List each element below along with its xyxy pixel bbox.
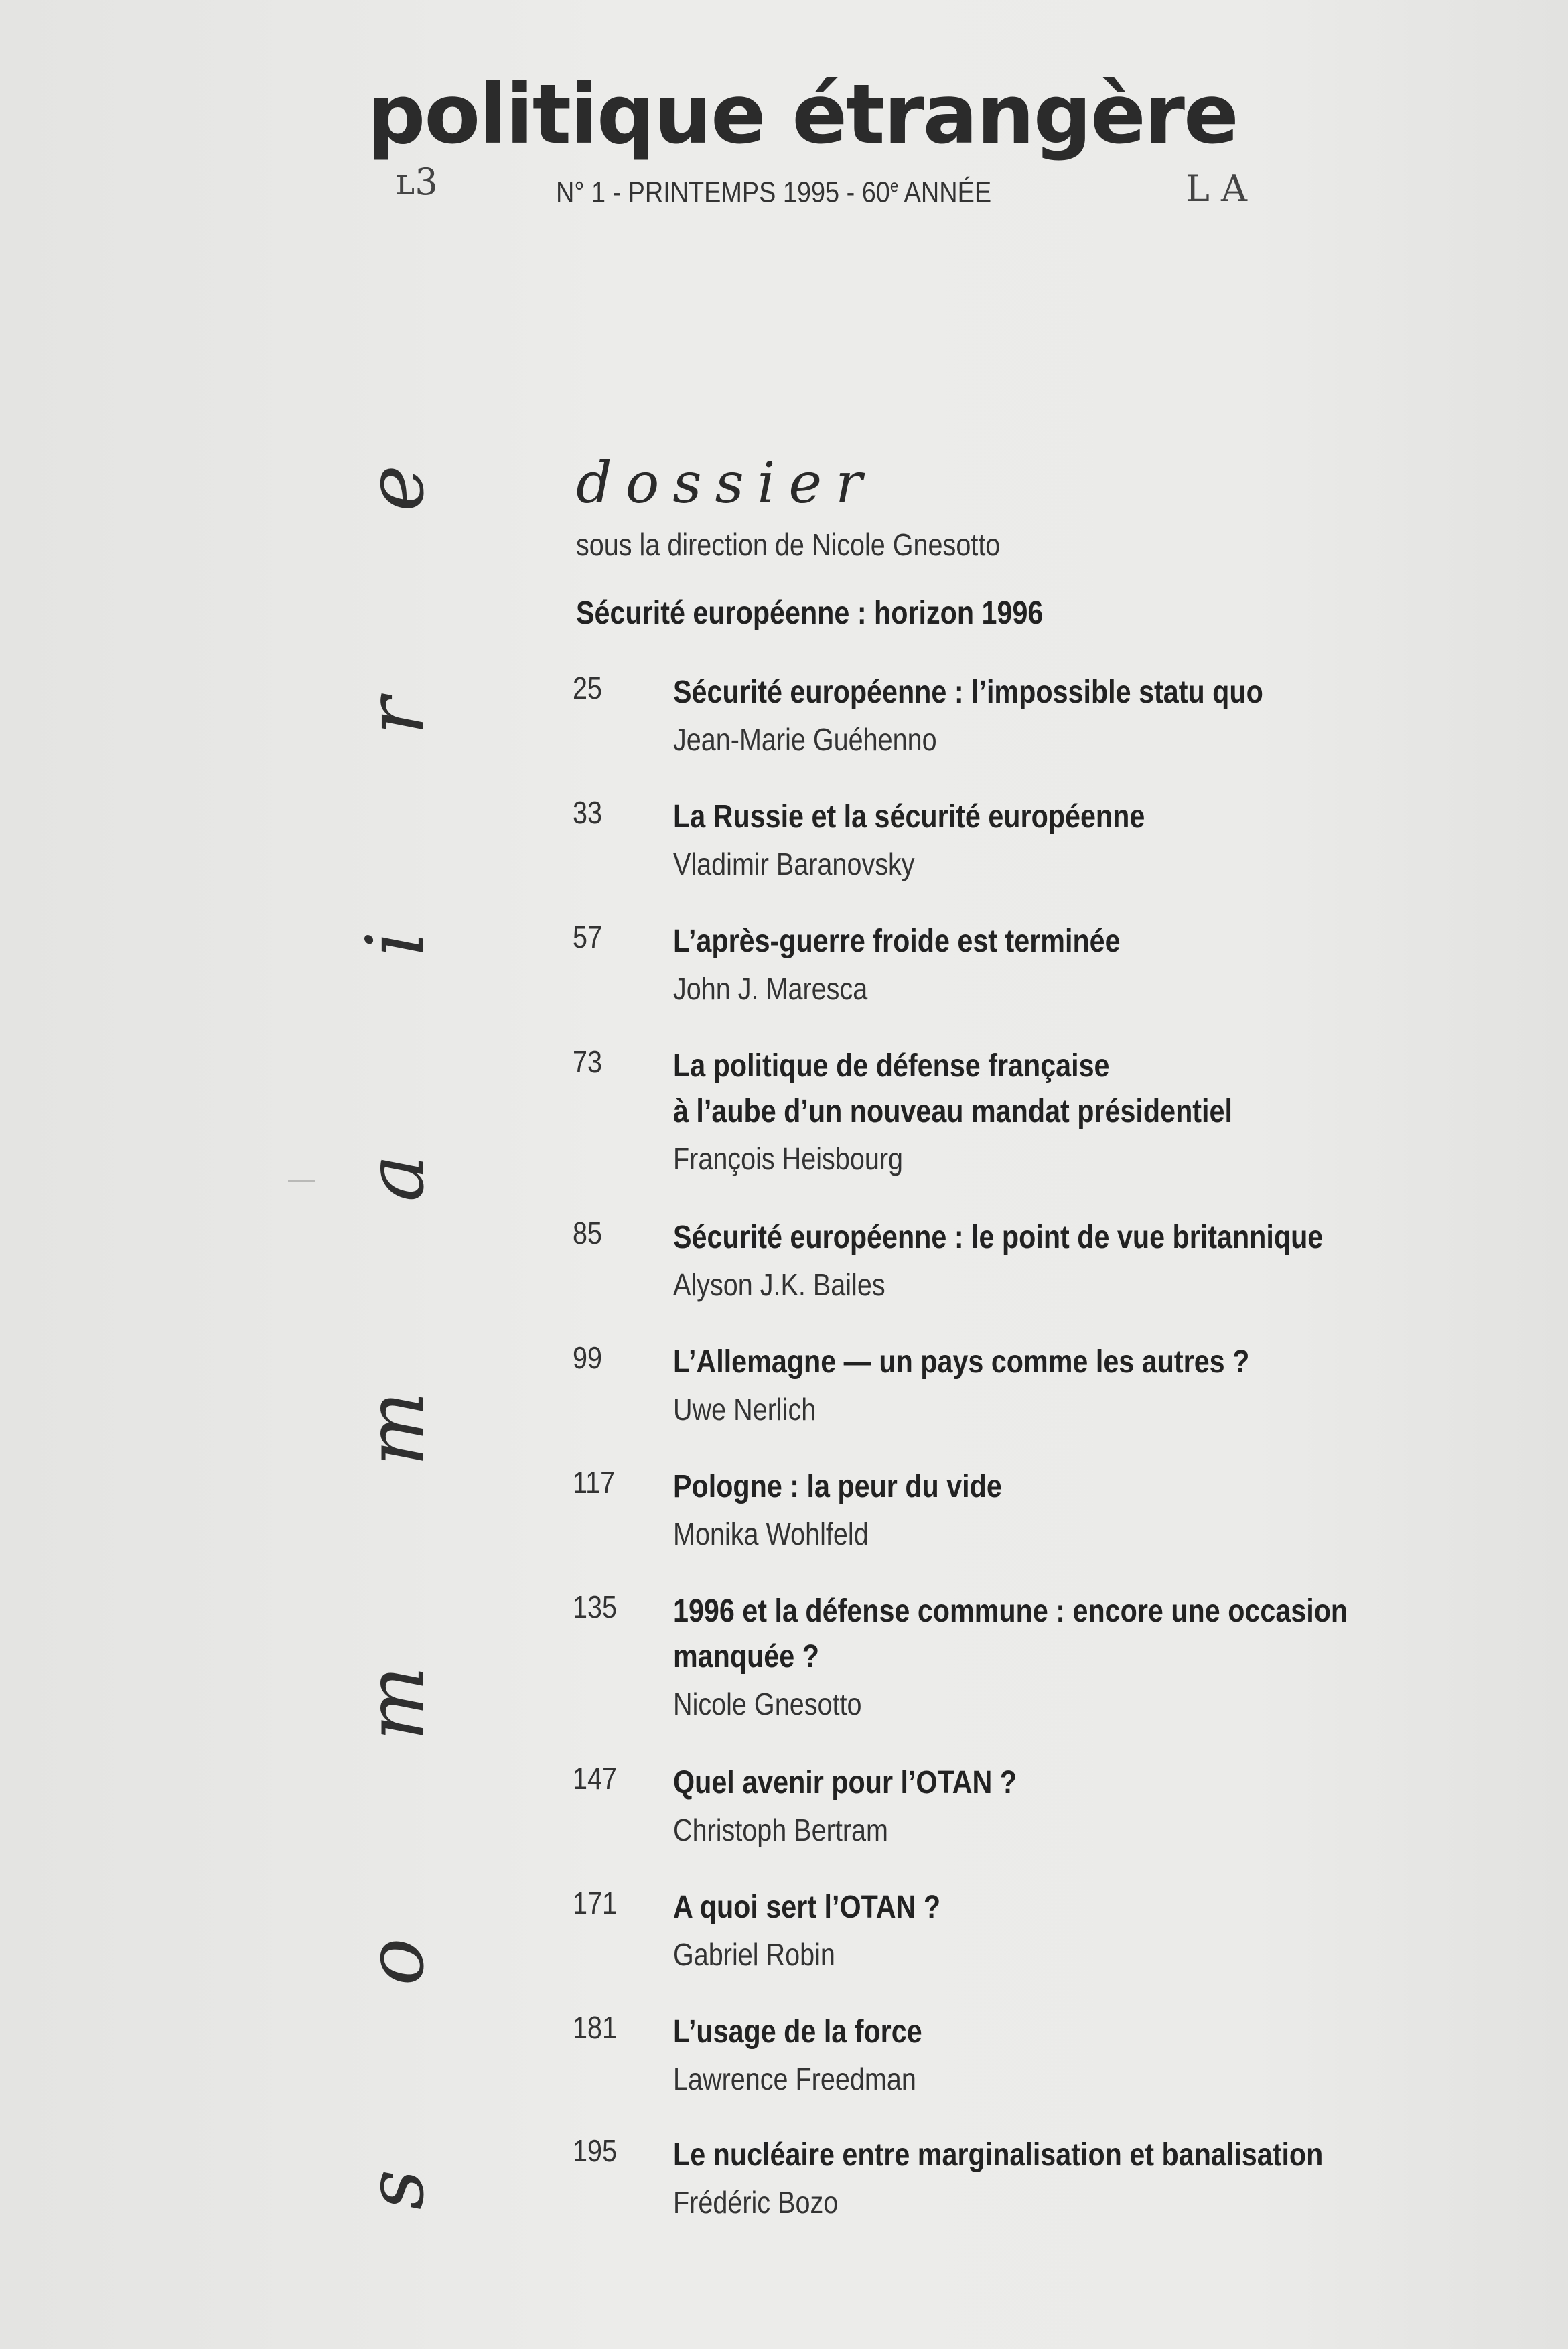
issue-sup: e <box>889 175 899 196</box>
toc-entry-author: Monika Wohlfeld <box>673 1516 869 1551</box>
toc-entry <box>573 1215 1568 1309</box>
journal-title: politique étrangère <box>367 67 1238 162</box>
toc-entry-author: Gabriel Robin <box>673 1937 835 1972</box>
toc-entry-author: François Heisbourg <box>673 1141 904 1176</box>
toc-entry <box>573 1340 1568 1433</box>
issue-number: N° 1 - PRINTEMPS 1995 - 60 <box>556 175 890 209</box>
toc-entry <box>573 2009 1568 2103</box>
toc-entry-title: La politique de défense française à l’aube d’un nouveau mandat présidentiel <box>673 1048 1232 1129</box>
toc-page-number: 73 <box>573 1044 603 1079</box>
toc-entry-author: Alyson J.K. Bailes <box>673 1267 885 1302</box>
toc-page-number: 99 <box>573 1340 603 1375</box>
toc-entry-title: Quel avenir pour l’OTAN ? <box>673 1765 1017 1800</box>
dossier-heading: dossier <box>576 450 876 516</box>
pen-mark <box>288 1180 315 1182</box>
dossier-theme: Sécurité européenne : horizon 1996 <box>576 595 1044 631</box>
issue-line <box>556 175 991 210</box>
side-letter-e: e <box>349 465 441 512</box>
toc-entry-author: Nicole Gnesotto <box>673 1687 862 1721</box>
toc-page-number: 25 <box>573 670 603 705</box>
side-letter-o: o <box>349 1938 441 1986</box>
toc-entry-author: John J. Maresca <box>673 971 868 1006</box>
side-letter-m1: m <box>349 1391 441 1466</box>
side-letter-r: r <box>349 697 441 735</box>
handwritten-annotation-right: L A <box>1186 167 1248 210</box>
toc-entry <box>573 2133 1568 2226</box>
toc-entry-title: L’usage de la force <box>673 2014 922 2050</box>
dossier-direction: sous la direction de Nicole Gnesotto <box>576 527 1001 562</box>
toc-entry-title: Sécurité européenne : l’impossible statu quo <box>673 674 1263 710</box>
toc-entry <box>573 1885 1568 1979</box>
toc-entry-title: A quoi sert l’OTAN ? <box>673 1890 941 1925</box>
toc-entry-title: Le nucléaire entre marginalisation et banalisation <box>673 2137 1324 2173</box>
toc-page-number: 195 <box>573 2133 618 2168</box>
toc-page-number: 57 <box>573 920 603 954</box>
toc-entry-title: L’après-guerre froide est terminée <box>673 924 1121 959</box>
side-letter-s: s <box>349 2169 441 2210</box>
toc-entry <box>573 919 1568 1013</box>
toc-entry-title: L’Allemagne — un pays comme les autres ? <box>673 1344 1250 1380</box>
issue-annee: ANNÉE <box>898 175 992 209</box>
toc-entry <box>573 670 1568 764</box>
toc-entry <box>573 1760 1568 1854</box>
toc-entry-author: Uwe Nerlich <box>673 1392 816 1427</box>
toc-entry <box>573 1589 1568 1728</box>
toc-entry-author: Frédéric Bozo <box>673 2185 839 2220</box>
toc-entry <box>573 1464 1568 1558</box>
toc-entry-author: Lawrence Freedman <box>673 2062 916 2096</box>
toc-entry-title: Sécurité européenne : le point de vue britannique <box>673 1220 1324 1255</box>
toc-entry-author: Christoph Bertram <box>673 1812 888 1847</box>
toc-page-number: 135 <box>573 1589 618 1624</box>
toc-entry-title: 1996 et la défense commune : encore une occasion manquée ? <box>673 1593 1348 1675</box>
handwritten-annotation-left: ʟ3 <box>395 161 438 203</box>
toc-entry-title: Pologne : la peur du vide <box>673 1469 1002 1504</box>
side-letter-m2: m <box>349 1666 441 1741</box>
toc-page-number: 85 <box>573 1216 603 1251</box>
side-letter-a: a <box>349 1154 441 1202</box>
toc-entry <box>573 794 1568 888</box>
toc-entry-author: Vladimir Baranovsky <box>673 847 915 881</box>
toc-entry-author: Jean-Marie Guéhenno <box>673 722 937 757</box>
toc-page-number: 117 <box>573 1465 616 1500</box>
toc-page-number: 171 <box>573 1885 618 1920</box>
toc-page-number: 147 <box>573 1761 618 1796</box>
toc-entry <box>573 1044 1568 1183</box>
toc-entry-title: La Russie et la sécurité européenne <box>673 799 1145 835</box>
toc-page-number: 33 <box>573 795 603 830</box>
toc-page-number: 181 <box>573 2010 618 2045</box>
side-letter-i: i <box>349 931 441 956</box>
